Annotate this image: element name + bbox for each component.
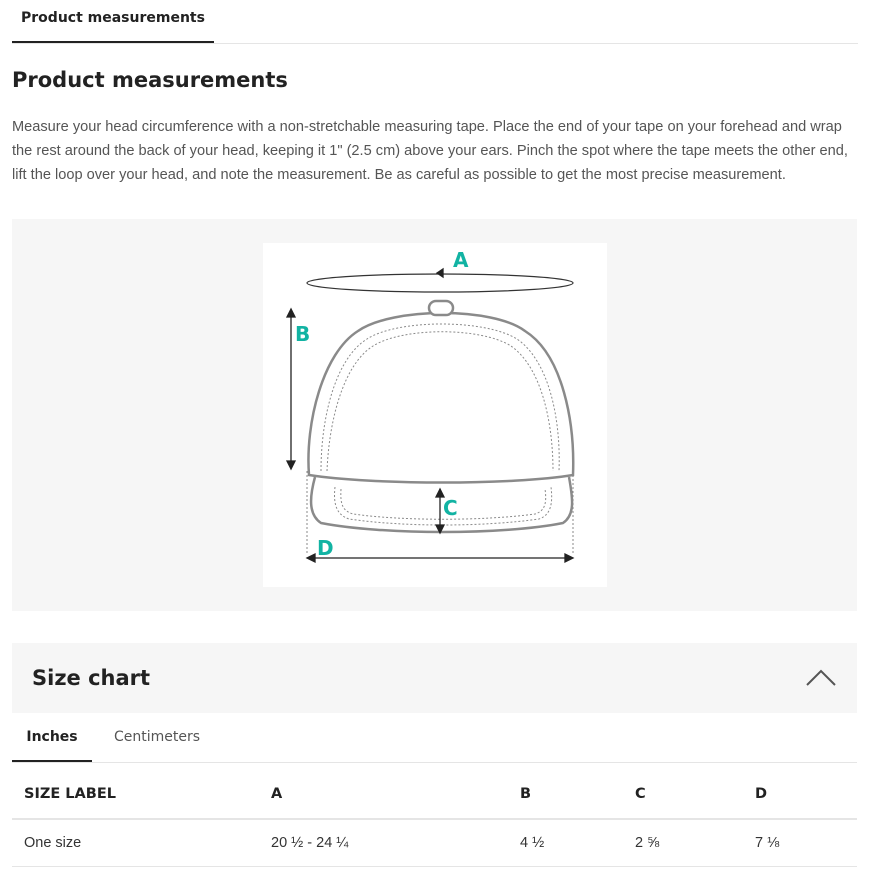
measurement-instructions: Measure your head circumference with a non-stretchable measuring tape. Place the end of your tape on your forehead and wrap the rest around the back of your head, keeping it 1" (2.5 cm) above your ears. Pinch the spot where the tape meets the other end, lift the loop over your head, and note the measurement. Be as careful as possible to get the most precise measurement. [12,119,848,183]
size-chart-header[interactable] [12,643,857,713]
crown-stitching [321,324,559,471]
label-b: B [295,322,311,346]
table-header-row [12,770,857,819]
diagram-panel [12,219,857,611]
arrow-b-top [287,309,295,317]
header-d: D [755,770,857,819]
circumference-ellipse [307,274,573,292]
cell-c: 2 ⅝ [635,819,755,867]
cell-a: 20 ½ - 24 ¼ [271,819,520,867]
tab-product-measurements[interactable]: Product measurements [12,0,214,43]
header-size-label: SIZE LABEL [12,770,271,819]
chevron-up-icon[interactable] [805,667,837,687]
crown-stitching-inner [327,332,553,471]
arrow-d-left [307,554,315,562]
tab-inches[interactable]: Inches [12,713,92,762]
size-table [12,770,857,867]
cap-diagram [263,243,607,587]
header-b: B [520,770,635,819]
cap-visor [311,477,572,532]
arrow-d-right [565,554,573,562]
cell-size-label: One size [12,819,271,867]
size-chart-title: Size chart [32,666,151,690]
cap-measurement-illustration [263,243,607,587]
cell-b: 4 ½ [520,819,635,867]
cap-button [429,301,453,315]
unit-tabs [12,713,857,763]
label-a: A [453,248,469,272]
label-c: C [443,496,458,520]
cell-d: 7 ⅛ [755,819,857,867]
header-c: C [635,770,755,819]
cap-crown [308,313,573,483]
tab-centimeters[interactable]: Centimeters [113,729,201,745]
header-a: A [271,770,520,819]
arrow-b-bottom [287,461,295,469]
table-row [12,819,857,867]
arrow-a [437,269,443,277]
label-d: D [317,536,334,560]
product-tabs [12,0,858,44]
section-title: Product measurements [12,68,288,92]
